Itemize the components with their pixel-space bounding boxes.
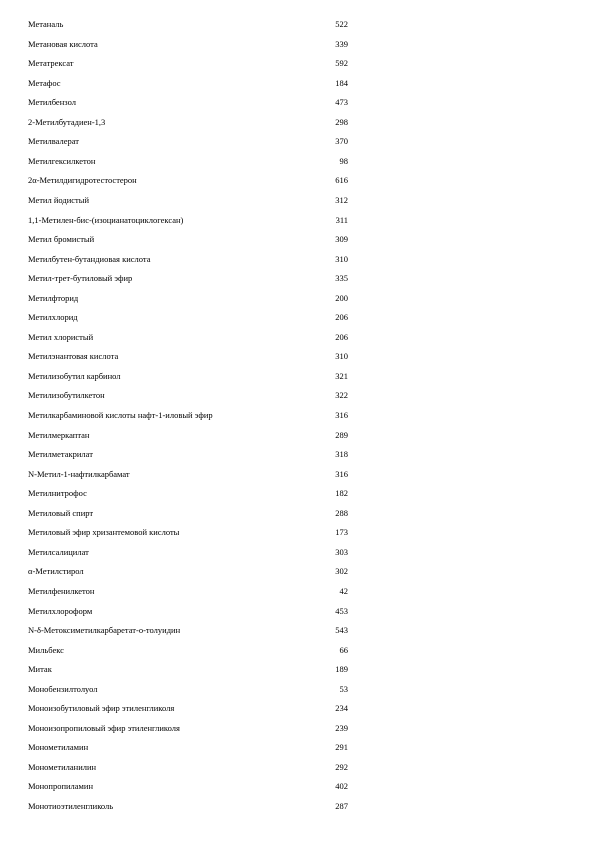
- entry-name: Метил бромистый: [28, 234, 95, 245]
- index-entry: [0, 799, 595, 813]
- entry-name: Метилэнантовая кислота: [28, 351, 119, 362]
- entry-page-number: 303: [335, 546, 348, 557]
- entry-page-number: 98: [339, 155, 348, 166]
- entry-name: Метил-трет-бутиловый эфир: [28, 273, 133, 284]
- index-entry: [0, 486, 595, 500]
- index-entry: [0, 623, 595, 637]
- index-entry: [0, 154, 595, 168]
- entry-name: Метилметакрилат: [28, 449, 93, 460]
- index-entry: [0, 388, 595, 402]
- entry-page-number: 316: [335, 410, 348, 420]
- index-entry: [0, 134, 595, 148]
- entry-name: Метановая кислота: [28, 38, 98, 49]
- entry-page-number: 53: [339, 683, 348, 694]
- entry-name: Метилбензол: [28, 97, 76, 108]
- index-entry: [0, 721, 595, 735]
- entry-name: Метилвалерат: [28, 136, 80, 147]
- entry-name: Моноизобутиловый эфир этиленгликоля: [28, 703, 175, 714]
- entry-name: Метил хлористый: [28, 331, 94, 342]
- index-entry: [0, 682, 595, 696]
- entry-name: Монометиланилин: [28, 761, 97, 772]
- entry-page-number: 302: [335, 566, 348, 577]
- entry-name: Метатрексат: [28, 58, 74, 69]
- index-entry: [0, 310, 595, 324]
- entry-page-number: 66: [339, 644, 348, 655]
- index-entry: [0, 252, 595, 266]
- entry-page-number: 522: [335, 19, 348, 29]
- entry-name: 1,1-Метилен-бис-(изоцианатоциклогексан): [28, 214, 184, 225]
- entry-name: Метил йодистый: [28, 194, 90, 205]
- entry-page-number: 335: [335, 273, 348, 284]
- entry-name: N-Метил-1-нафтилкарбамат: [28, 468, 130, 479]
- index-entry: [0, 564, 595, 578]
- entry-name: Монотиоэтиленгликоль: [28, 801, 114, 811]
- index-entry: [0, 662, 595, 676]
- entry-name: Метилизобутил карбинол: [28, 370, 121, 381]
- entry-page-number: 311: [335, 214, 348, 225]
- entry-name: Метилсалицилат: [28, 546, 89, 557]
- entry-page-number: 234: [335, 703, 348, 714]
- entry-page-number: 453: [335, 605, 348, 616]
- entry-page-number: 173: [335, 527, 348, 538]
- entry-page-number: 316: [335, 468, 348, 479]
- index-entry: [0, 232, 595, 246]
- entry-page-number: 206: [335, 331, 348, 342]
- index-entry: [0, 408, 595, 422]
- entry-name: Метилкарбаминовой кислоты нафт-1-иловый эфир: [28, 410, 213, 420]
- index-entry: [0, 643, 595, 657]
- index-entry: [0, 604, 595, 618]
- entry-page-number: 288: [335, 507, 348, 518]
- index-entry: [0, 193, 595, 207]
- entry-page-number: 287: [335, 801, 348, 811]
- entry-page-number: 339: [335, 38, 348, 49]
- entry-page-number: 616: [335, 175, 348, 186]
- entry-name: Метилфторид: [28, 292, 79, 303]
- index-entry: [0, 428, 595, 442]
- entry-page-number: 289: [335, 429, 348, 440]
- entry-name: Метиловый эфир хризантемовой кислоты: [28, 527, 180, 538]
- entry-name: Метилмеркаптан: [28, 429, 90, 440]
- entry-name: N-δ-Метоксиметилкарбаретат-о-толуидин: [28, 625, 181, 636]
- index-entry: [0, 95, 595, 109]
- entry-page-number: 310: [335, 351, 348, 362]
- index-entry: [0, 584, 595, 598]
- entry-name: Моноизопропиловый эфир этиленгликоля: [28, 722, 180, 733]
- entry-name: Метиловый спирт: [28, 507, 94, 518]
- index-entry: [0, 56, 595, 70]
- entry-name: Метилхлорид: [28, 312, 78, 323]
- index-entry: [0, 291, 595, 305]
- entry-page-number: 292: [335, 761, 348, 772]
- entry-name: Метафос: [28, 77, 61, 88]
- entry-page-number: 298: [335, 116, 348, 127]
- entry-page-number: 321: [335, 370, 348, 381]
- entry-page-number: 592: [335, 58, 348, 69]
- entry-page-number: 370: [335, 136, 348, 147]
- index-entry: [0, 701, 595, 715]
- entry-page-number: 309: [335, 234, 348, 245]
- entry-name: Метилгексилкетон: [28, 155, 96, 166]
- index-entry: [0, 349, 595, 363]
- entry-name: Метилхлороформ: [28, 605, 93, 616]
- index-entry: [0, 271, 595, 285]
- index-entry: [0, 740, 595, 754]
- index-entry: [0, 17, 595, 31]
- entry-name: Митак: [28, 664, 52, 675]
- index-entry: [0, 76, 595, 90]
- entry-page-number: 239: [335, 722, 348, 733]
- index-entry: [0, 369, 595, 383]
- index-entry: [0, 779, 595, 793]
- entry-page-number: 189: [335, 664, 348, 675]
- index-entry: [0, 760, 595, 774]
- index-entry: [0, 506, 595, 520]
- entry-name: Метилфенилкетон: [28, 585, 95, 596]
- entry-name: Метилизобутилкетон: [28, 390, 105, 401]
- entry-name: Метилбутен-бутандиовая кислота: [28, 253, 151, 264]
- index-entry: [0, 525, 595, 539]
- index-entry: [0, 330, 595, 344]
- entry-page-number: 200: [335, 292, 348, 303]
- entry-page-number: 473: [335, 97, 348, 108]
- entry-page-number: 543: [335, 625, 348, 636]
- index-entry: [0, 173, 595, 187]
- entry-page-number: 312: [335, 194, 348, 205]
- entry-page-number: 322: [335, 390, 348, 401]
- entry-page-number: 184: [335, 77, 348, 88]
- entry-page-number: 318: [335, 449, 348, 460]
- entry-page-number: 402: [335, 781, 348, 792]
- entry-page-number: 42: [339, 585, 348, 596]
- entry-name: Метилнитрофос: [28, 488, 87, 499]
- index-entry: [0, 37, 595, 51]
- index-entry: [0, 545, 595, 559]
- index-entry: [0, 467, 595, 481]
- entry-name: α-Метилстирол: [28, 566, 84, 577]
- entry-name: Мильбекс: [28, 644, 64, 655]
- entry-name: Метаналь: [28, 19, 64, 29]
- entry-name: 2α-Метилдигидротестостерон: [28, 175, 137, 186]
- entry-page-number: 206: [335, 312, 348, 323]
- index-entry: [0, 115, 595, 129]
- index-entry: [0, 213, 595, 227]
- entry-page-number: 310: [335, 253, 348, 264]
- entry-name: Монопропиламин: [28, 781, 94, 792]
- entry-page-number: 291: [335, 742, 348, 753]
- entry-page-number: 182: [335, 488, 348, 499]
- index-entry: [0, 447, 595, 461]
- entry-name: 2-Метилбутадиен-1,3: [28, 116, 106, 127]
- entry-name: Монобензилтолуол: [28, 683, 98, 694]
- entry-name: Монометиламин: [28, 742, 89, 753]
